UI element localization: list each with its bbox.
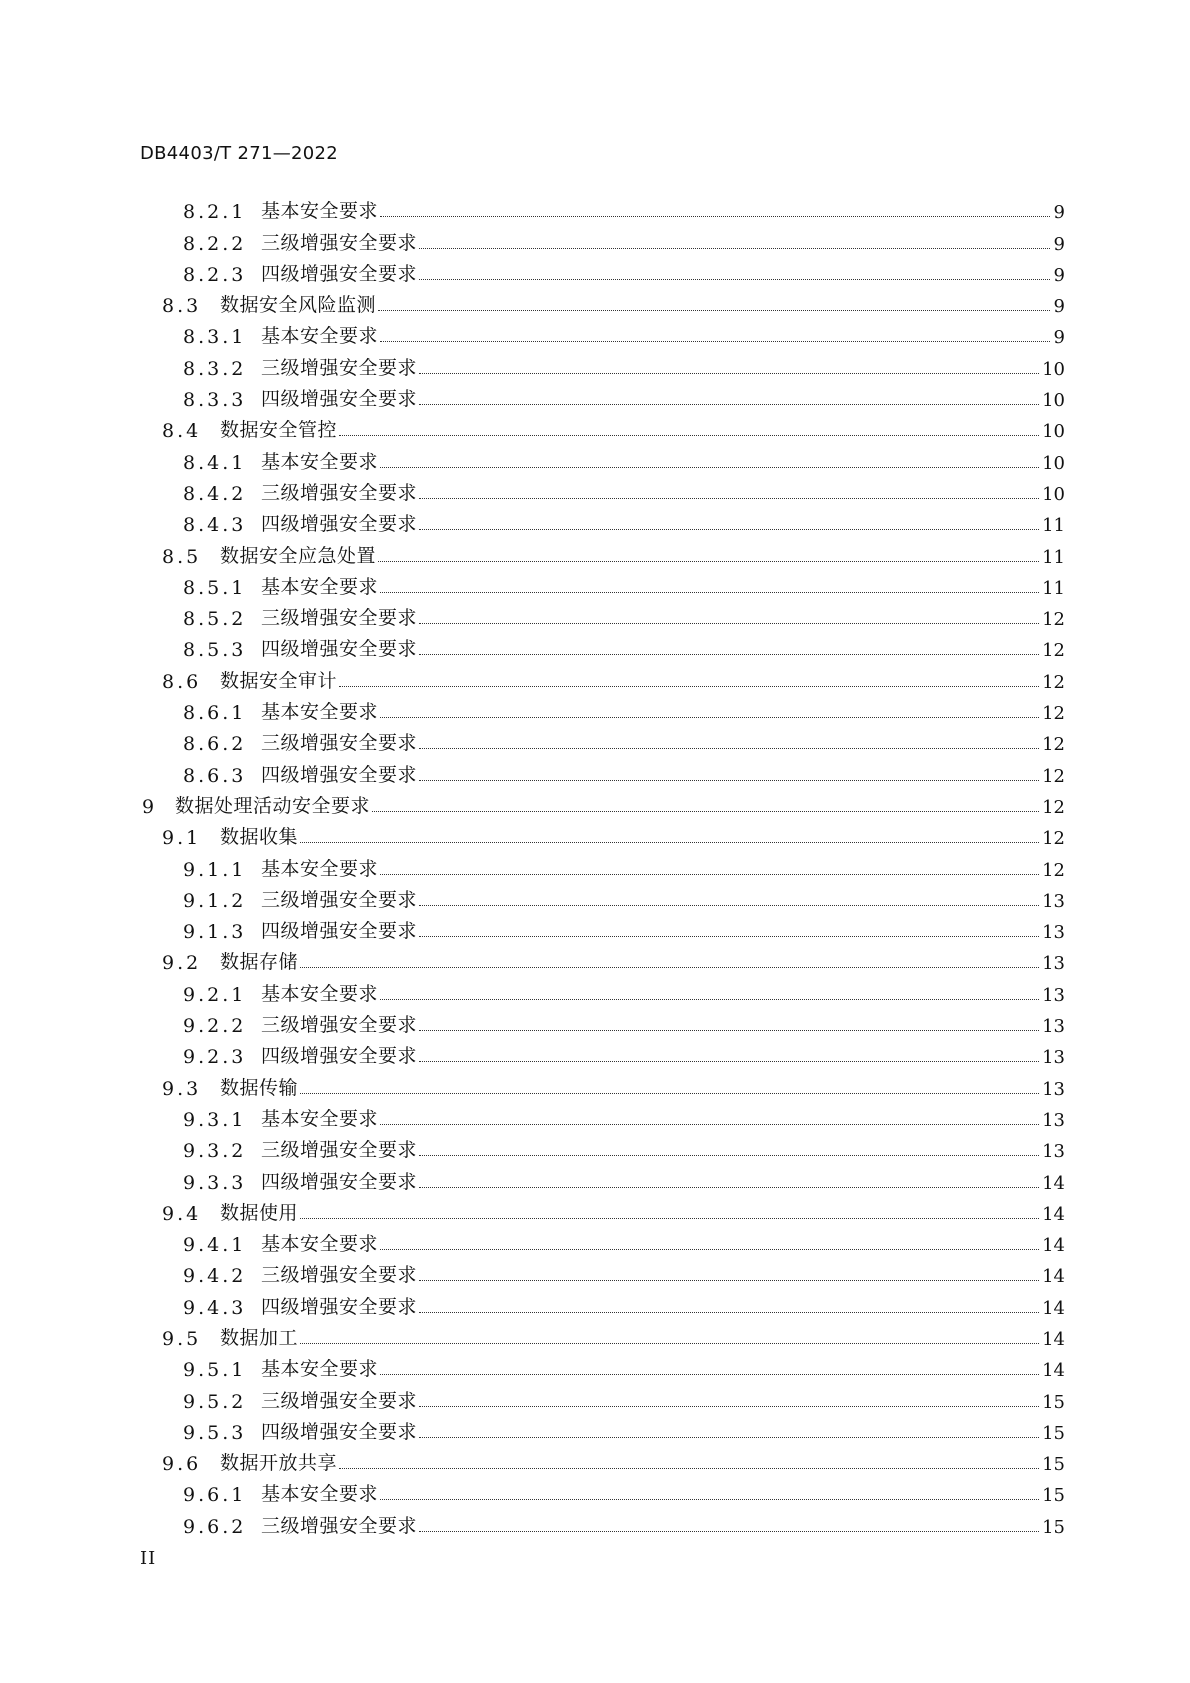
toc-entry-page: 14 xyxy=(1042,1235,1065,1257)
toc-entry-page: 13 xyxy=(1042,1078,1065,1100)
toc-dot-leader xyxy=(380,340,1050,342)
toc-entry-number: 9.2.2 xyxy=(183,1015,247,1038)
toc-entry-page: 11 xyxy=(1042,577,1065,599)
toc-entry-title: 四级增强安全要求 xyxy=(261,262,418,285)
toc-entry-title: 三级增强安全要求 xyxy=(261,732,418,755)
toc-entry[interactable] xyxy=(140,568,1065,599)
toc-entry-number: 8.6.3 xyxy=(183,764,247,787)
toc-entry-number: 8.3.3 xyxy=(183,389,247,412)
toc-entry-page: 15 xyxy=(1042,1422,1065,1444)
toc-entry-number: 9.3 xyxy=(162,1077,202,1100)
toc-dot-leader xyxy=(419,278,1050,280)
toc-entry-number: 8.2.2 xyxy=(183,232,247,255)
toc-entry-page: 12 xyxy=(1042,765,1065,787)
toc-entry-number: 9.4.1 xyxy=(183,1234,247,1257)
toc-entry-title: 三级增强安全要求 xyxy=(261,481,418,504)
toc-entry[interactable] xyxy=(140,380,1065,411)
toc-dot-leader xyxy=(380,591,1039,593)
toc-entry-title: 四级增强安全要求 xyxy=(261,638,418,661)
toc-dot-leader xyxy=(339,685,1039,687)
toc-dot-leader xyxy=(419,1154,1039,1156)
toc-entry-number: 9 xyxy=(142,795,158,818)
toc-entry-number: 9.5 xyxy=(162,1327,202,1350)
toc-entry[interactable] xyxy=(140,317,1065,348)
toc-entry-number: 8.6 xyxy=(162,670,202,693)
toc-entry-page: 14 xyxy=(1042,1172,1065,1194)
toc-entry[interactable] xyxy=(140,348,1065,379)
toc-entry[interactable] xyxy=(140,912,1065,943)
toc-entry-title: 基本安全要求 xyxy=(261,1107,379,1130)
toc-dot-leader xyxy=(378,560,1039,562)
toc-dot-leader xyxy=(419,1405,1039,1407)
toc-entry-title: 三级增强安全要求 xyxy=(261,1139,418,1162)
toc-entry-page: 13 xyxy=(1042,1016,1065,1038)
toc-entry-page: 9 xyxy=(1053,296,1065,318)
toc-entry-title: 三级增强安全要求 xyxy=(261,1389,418,1412)
toc-entry[interactable] xyxy=(140,1319,1065,1350)
toc-entry-number: 9.2 xyxy=(162,952,202,975)
toc-entry-page: 10 xyxy=(1042,358,1065,380)
toc-entry-number: 8.5.2 xyxy=(183,608,247,631)
toc-entry-page: 14 xyxy=(1042,1328,1065,1350)
toc-entry[interactable] xyxy=(140,1131,1065,1162)
toc-entry-title: 数据加工 xyxy=(220,1326,299,1349)
toc-entry-title: 基本安全要求 xyxy=(261,1233,379,1256)
toc-entry-page: 13 xyxy=(1042,922,1065,944)
toc-dot-leader xyxy=(419,1279,1039,1281)
table-of-contents xyxy=(140,192,1065,1538)
toc-entry[interactable] xyxy=(140,1381,1065,1412)
toc-entry-number: 9.6.2 xyxy=(183,1515,247,1538)
toc-entry-page: 13 xyxy=(1042,953,1065,975)
toc-entry-title: 四级增强安全要求 xyxy=(261,388,418,411)
toc-entry-page: 10 xyxy=(1042,390,1065,412)
toc-entry-title: 基本安全要求 xyxy=(261,200,379,223)
toc-entry-number: 9.1.1 xyxy=(183,858,247,881)
toc-dot-leader xyxy=(419,497,1039,499)
toc-entry-number: 8.3 xyxy=(162,295,202,318)
toc-entry[interactable] xyxy=(140,223,1065,254)
toc-entry-number: 8.5.1 xyxy=(183,576,247,599)
toc-entry-number: 8.2.3 xyxy=(183,263,247,286)
toc-entry-title: 数据存储 xyxy=(220,951,299,974)
page-number-footer: II xyxy=(140,1548,157,1569)
toc-entry-page: 14 xyxy=(1042,1360,1065,1382)
toc-entry[interactable] xyxy=(140,411,1065,442)
toc-entry-title: 四级增强安全要求 xyxy=(261,1420,418,1443)
toc-entry-title: 数据收集 xyxy=(220,826,299,849)
toc-entry[interactable] xyxy=(140,1006,1065,1037)
toc-entry-page: 9 xyxy=(1053,202,1065,224)
toc-entry-title: 基本安全要求 xyxy=(261,1483,379,1506)
toc-entry-title: 四级增强安全要求 xyxy=(261,763,418,786)
toc-entry-title: 基本安全要求 xyxy=(261,575,379,598)
toc-entry-title: 三级增强安全要求 xyxy=(261,356,418,379)
toc-dot-leader xyxy=(419,653,1039,655)
toc-dot-leader xyxy=(419,1530,1039,1532)
toc-entry-page: 12 xyxy=(1042,671,1065,693)
toc-entry-page: 13 xyxy=(1042,1047,1065,1069)
toc-entry-title: 三级增强安全要求 xyxy=(261,607,418,630)
toc-dot-leader xyxy=(380,1123,1039,1125)
toc-entry-title: 数据处理活动安全要求 xyxy=(175,794,371,817)
toc-entry-number: 9.3.1 xyxy=(183,1108,247,1131)
toc-entry-page: 15 xyxy=(1042,1485,1065,1507)
toc-dot-leader xyxy=(380,466,1039,468)
toc-dot-leader xyxy=(419,403,1039,405)
toc-entry-number: 9.5.2 xyxy=(183,1390,247,1413)
toc-entry-page: 10 xyxy=(1042,452,1065,474)
toc-entry-title: 三级增强安全要求 xyxy=(261,231,418,254)
toc-entry[interactable] xyxy=(140,1287,1065,1318)
toc-dot-leader xyxy=(372,810,1039,812)
toc-entry-title: 基本安全要求 xyxy=(261,325,379,348)
toc-entry-number: 8.6.1 xyxy=(183,702,247,725)
toc-dot-leader xyxy=(339,1467,1039,1469)
toc-dot-leader xyxy=(378,309,1050,311)
toc-entry[interactable] xyxy=(140,536,1065,567)
toc-entry-page: 13 xyxy=(1042,1109,1065,1131)
toc-entry-page: 12 xyxy=(1042,796,1065,818)
toc-entry-number: 8.5 xyxy=(162,545,202,568)
toc-entry-title: 基本安全要求 xyxy=(261,1358,379,1381)
toc-dot-leader xyxy=(419,1060,1039,1062)
toc-entry[interactable] xyxy=(140,192,1065,223)
toc-dot-leader xyxy=(419,1311,1039,1313)
toc-dot-leader xyxy=(380,873,1039,875)
toc-entry[interactable] xyxy=(140,474,1065,505)
toc-dot-leader xyxy=(419,622,1039,624)
toc-entry-number: 8.4.1 xyxy=(183,451,247,474)
toc-entry[interactable] xyxy=(140,849,1065,880)
toc-dot-leader xyxy=(380,998,1039,1000)
toc-entry-title: 四级增强安全要求 xyxy=(261,1045,418,1068)
toc-entry-page: 15 xyxy=(1042,1391,1065,1413)
toc-entry-number: 9.1.2 xyxy=(183,889,247,912)
toc-entry[interactable] xyxy=(140,255,1065,286)
toc-entry-page: 14 xyxy=(1042,1297,1065,1319)
toc-entry-title: 四级增强安全要求 xyxy=(261,1295,418,1318)
toc-entry-title: 数据安全风险监测 xyxy=(220,294,377,317)
toc-entry-title: 基本安全要求 xyxy=(261,857,379,880)
toc-dot-leader xyxy=(300,841,1039,843)
toc-entry[interactable] xyxy=(140,755,1065,786)
toc-entry[interactable] xyxy=(140,630,1065,661)
toc-entry-title: 四级增强安全要求 xyxy=(261,1170,418,1193)
toc-entry-number: 8.4.3 xyxy=(183,514,247,537)
toc-entry-title: 三级增强安全要求 xyxy=(261,1014,418,1037)
toc-entry-page: 10 xyxy=(1042,483,1065,505)
toc-entry[interactable] xyxy=(140,286,1065,317)
toc-entry-number: 8.4 xyxy=(162,420,202,443)
toc-entry[interactable] xyxy=(140,1194,1065,1225)
toc-entry-page: 15 xyxy=(1042,1516,1065,1538)
toc-entry[interactable] xyxy=(140,943,1065,974)
toc-entry[interactable] xyxy=(140,442,1065,473)
toc-entry-title: 数据传输 xyxy=(220,1076,299,1099)
toc-entry-page: 12 xyxy=(1042,828,1065,850)
toc-entry-number: 8.3.1 xyxy=(183,326,247,349)
toc-entry-page: 11 xyxy=(1042,515,1065,537)
toc-entry-page: 14 xyxy=(1042,1266,1065,1288)
toc-entry-page: 14 xyxy=(1042,1203,1065,1225)
toc-entry-number: 9.4.2 xyxy=(183,1265,247,1288)
toc-entry[interactable] xyxy=(140,974,1065,1005)
toc-entry-number: 8.2.1 xyxy=(183,201,247,224)
toc-entry-number: 9.5.1 xyxy=(183,1359,247,1382)
toc-entry-number: 9.5.3 xyxy=(183,1421,247,1444)
toc-entry-number: 9.3.3 xyxy=(183,1171,247,1194)
toc-entry-page: 9 xyxy=(1053,264,1065,286)
toc-entry-title: 数据开放共享 xyxy=(220,1452,338,1475)
toc-entry-title: 数据使用 xyxy=(220,1201,299,1224)
toc-entry[interactable] xyxy=(140,724,1065,755)
toc-entry-page: 9 xyxy=(1053,233,1065,255)
toc-entry[interactable] xyxy=(140,505,1065,536)
toc-entry-number: 9.3.2 xyxy=(183,1140,247,1163)
toc-entry[interactable] xyxy=(140,1100,1065,1131)
toc-entry-number: 9.1 xyxy=(162,827,202,850)
toc-entry-number: 9.6 xyxy=(162,1453,202,1476)
toc-dot-leader xyxy=(419,747,1039,749)
toc-entry-number: 8.6.2 xyxy=(183,733,247,756)
toc-dot-leader xyxy=(380,1248,1039,1250)
toc-entry[interactable] xyxy=(140,1225,1065,1256)
toc-dot-leader xyxy=(419,372,1039,374)
toc-dot-leader xyxy=(300,1217,1039,1219)
toc-entry-title: 三级增强安全要求 xyxy=(261,1514,418,1537)
toc-entry[interactable] xyxy=(140,599,1065,630)
toc-dot-leader xyxy=(380,215,1050,217)
toc-entry-title: 基本安全要求 xyxy=(261,450,379,473)
toc-entry-page: 12 xyxy=(1042,640,1065,662)
toc-entry[interactable] xyxy=(140,1037,1065,1068)
toc-entry-page: 12 xyxy=(1042,609,1065,631)
toc-entry-number: 9.1.3 xyxy=(183,921,247,944)
toc-dot-leader xyxy=(300,1092,1039,1094)
toc-entry-page: 11 xyxy=(1042,546,1065,568)
toc-dot-leader xyxy=(419,1436,1039,1438)
toc-entry-page: 12 xyxy=(1042,734,1065,756)
toc-entry-page: 13 xyxy=(1042,984,1065,1006)
toc-entry[interactable] xyxy=(140,693,1065,724)
toc-entry-number: 9.4 xyxy=(162,1202,202,1225)
toc-dot-leader xyxy=(300,966,1039,968)
toc-entry-page: 15 xyxy=(1042,1454,1065,1476)
toc-dot-leader xyxy=(380,1498,1039,1500)
toc-dot-leader xyxy=(300,1342,1039,1344)
toc-entry[interactable] xyxy=(140,881,1065,912)
toc-entry[interactable] xyxy=(140,1350,1065,1381)
toc-dot-leader xyxy=(419,1029,1039,1031)
toc-entry-number: 9.2.3 xyxy=(183,1046,247,1069)
toc-dot-leader xyxy=(419,247,1050,249)
toc-entry-number: 8.4.2 xyxy=(183,482,247,505)
toc-dot-leader xyxy=(419,904,1039,906)
toc-entry[interactable] xyxy=(140,1256,1065,1287)
toc-entry-number: 8.3.2 xyxy=(183,357,247,380)
toc-entry-number: 9.6.1 xyxy=(183,1484,247,1507)
toc-entry-number: 9.4.3 xyxy=(183,1296,247,1319)
toc-entry-page: 12 xyxy=(1042,859,1065,881)
toc-entry[interactable] xyxy=(140,1162,1065,1193)
toc-entry-page: 13 xyxy=(1042,890,1065,912)
toc-entry-title: 数据安全管控 xyxy=(220,419,338,442)
toc-entry[interactable] xyxy=(140,1506,1065,1537)
toc-entry-title: 基本安全要求 xyxy=(261,701,379,724)
toc-dot-leader xyxy=(419,1186,1039,1188)
toc-dot-leader xyxy=(419,779,1039,781)
toc-entry[interactable] xyxy=(140,1068,1065,1099)
toc-entry-title: 数据安全应急处置 xyxy=(220,544,377,567)
toc-entry-title: 四级增强安全要求 xyxy=(261,513,418,536)
toc-entry-title: 三级增强安全要求 xyxy=(261,1264,418,1287)
toc-entry[interactable] xyxy=(140,1413,1065,1444)
toc-dot-leader xyxy=(339,434,1039,436)
toc-entry-page: 12 xyxy=(1042,703,1065,725)
toc-entry[interactable] xyxy=(140,661,1065,692)
toc-entry-title: 三级增强安全要求 xyxy=(261,888,418,911)
toc-entry-number: 8.5.3 xyxy=(183,639,247,662)
toc-entry[interactable] xyxy=(140,818,1065,849)
toc-entry-page: 10 xyxy=(1042,421,1065,443)
toc-entry[interactable] xyxy=(140,1444,1065,1475)
toc-dot-leader xyxy=(380,1373,1039,1375)
toc-dot-leader xyxy=(380,716,1039,718)
toc-dot-leader xyxy=(419,528,1039,530)
toc-dot-leader xyxy=(419,935,1039,937)
toc-entry-page: 9 xyxy=(1053,327,1065,349)
toc-entry-title: 基本安全要求 xyxy=(261,982,379,1005)
toc-entry[interactable] xyxy=(140,787,1065,818)
toc-entry[interactable] xyxy=(140,1475,1065,1506)
toc-entry-number: 9.2.1 xyxy=(183,983,247,1006)
toc-entry-title: 四级增强安全要求 xyxy=(261,920,418,943)
toc-entry-page: 13 xyxy=(1042,1141,1065,1163)
document-code-header: DB4403/T 271—2022 xyxy=(140,143,339,164)
toc-entry-title: 数据安全审计 xyxy=(220,669,338,692)
